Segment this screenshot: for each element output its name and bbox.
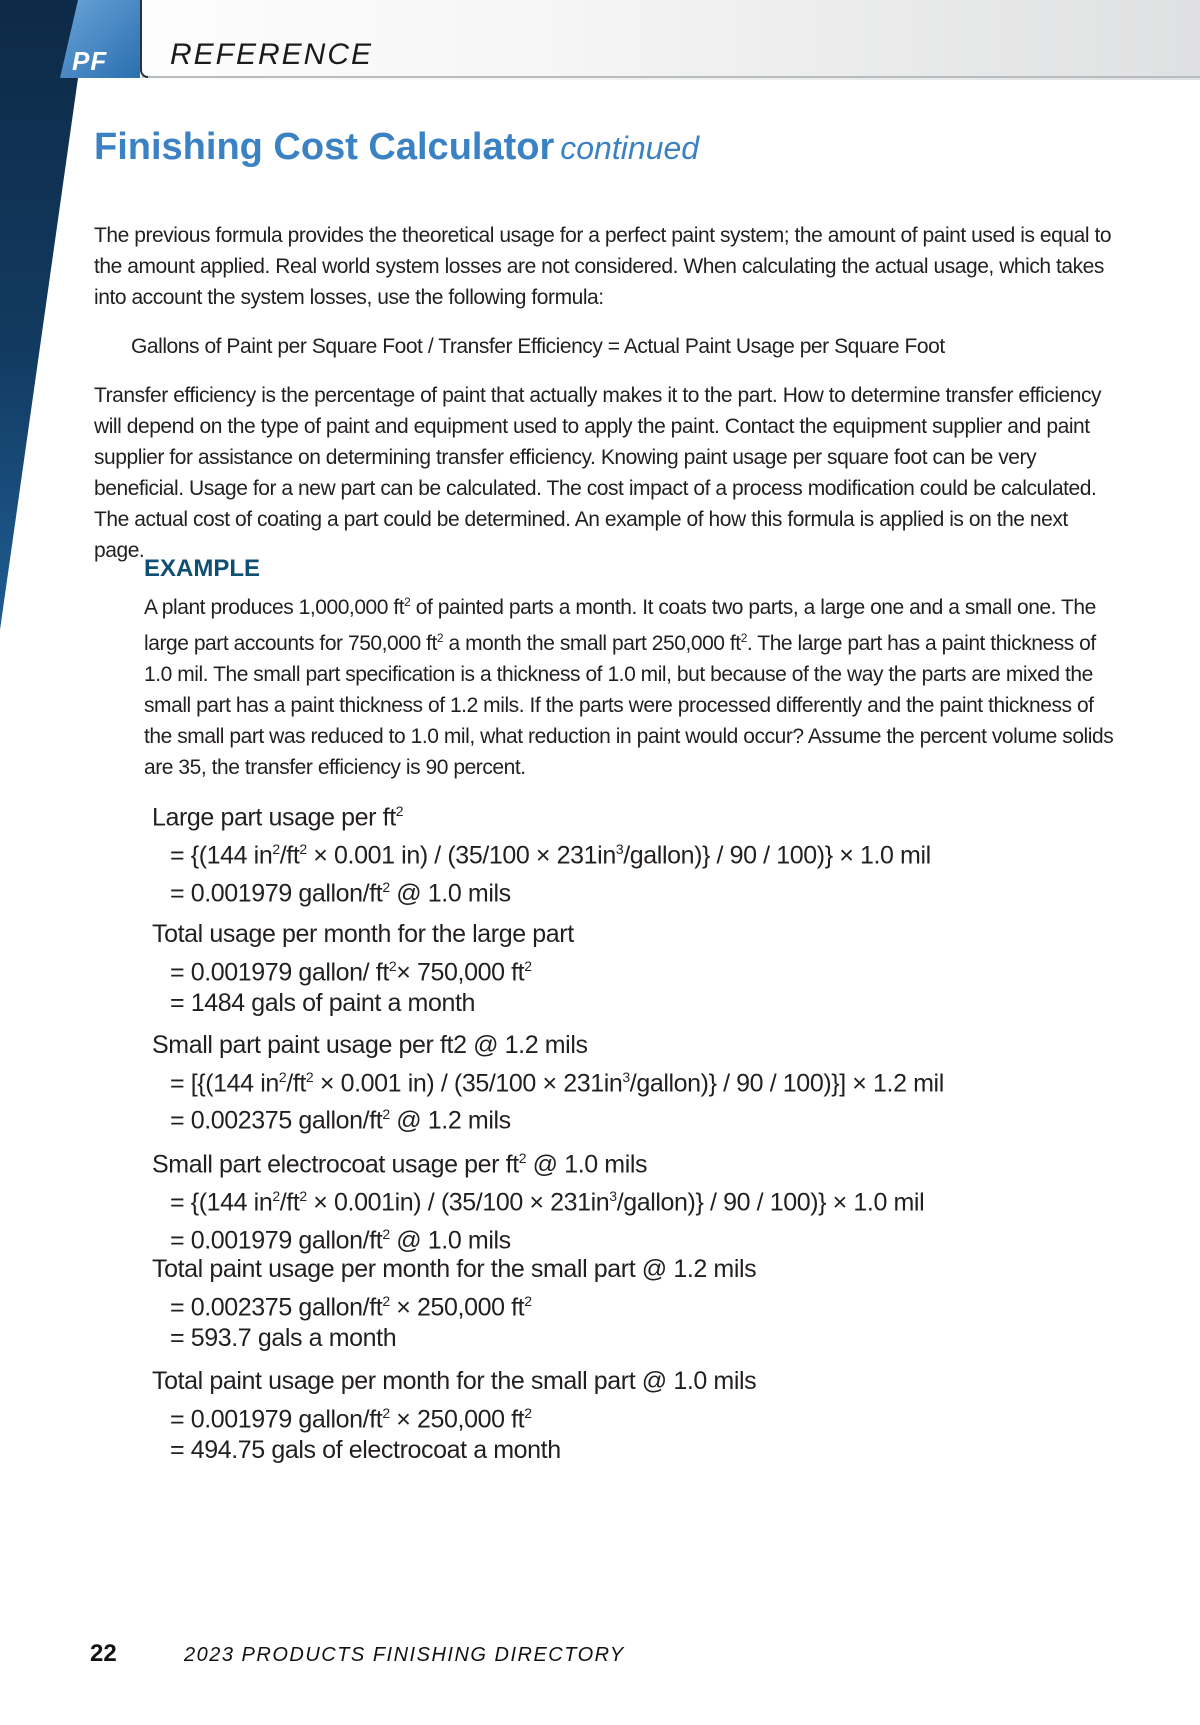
- header-rule: [142, 76, 1200, 78]
- calc-small-total-10: [152, 1366, 1152, 1467]
- calc-small-electrocoat-10: [152, 1143, 1152, 1256]
- usage-formula: Gallons of Paint per Square Foot / Transfer Efficiency = Actual Paint Usage per Square Foot: [131, 335, 945, 358]
- calc-result: = 593.7 gals a month: [170, 1324, 397, 1353]
- calc-step: = {(144 $in^2/ft^2 \times 0.001in) / (35/100$ × $231in^3/gallon)\} / 90 / 100)\} \times 1.0$ mil: [170, 1187, 925, 1217]
- calc-small-total-12: [152, 1254, 1152, 1355]
- calc-result: = 0.001979 gallon/$ft^2$ @ 1.0 mils: [170, 878, 511, 907]
- calc-small-usage-12: [152, 1030, 1152, 1137]
- calc-result: = 1484 gals of paint a month: [170, 989, 475, 1018]
- calc-large-total: [152, 919, 1152, 1020]
- calc-result: = 0.001979 gallon/$ft^2$ @ 1.0 mils: [170, 1225, 511, 1254]
- intro-paragraph: The previous formula provides the theoretical usage for a perfect paint system; the amount of paint used is equal to the amount applied. Real world system losses are not considered. When calculating the actual usage, which takes into account the system losses, use the following formula:: [94, 224, 1112, 309]
- calc-large-usage: [152, 796, 1152, 909]
- calc-step: = 0.001979 gallon/ $ft^2\times 750,000$ $ft^2$: [170, 957, 532, 986]
- page-title: [94, 126, 699, 169]
- calc-title: Total usage per month for the large part: [152, 920, 574, 948]
- pf-logo: PF: [72, 46, 108, 76]
- calc-step: = 0.001979 gallon/$ft^2 \times 250,000$ $ft^2$: [170, 1404, 532, 1433]
- calc-title: Large part usage per $ft^2$: [152, 803, 404, 832]
- page-title-main: Finishing Cost Calculator: [94, 126, 555, 168]
- calc-title: Total paint usage per month for the small part @ 1.2 mils: [152, 1255, 757, 1283]
- calc-title: Small part paint usage per ft2 @ 1.2 mils: [152, 1031, 588, 1059]
- header-bracket: [140, 0, 148, 78]
- transfer-efficiency-paragraph: Transfer efficiency is the percentage of paint that actually makes it to the part. How to determine transfer efficiency will depend on the type of paint and equipment used to apply the paint. Contact the equipment supplier and paint supplier for assistance on determining transfer efficiency. Knowing paint usage per square foot can be very beneficial. Usage for a new part can be calculated. The cost impact of a process modification could be calculated. The actual cost of coating a part could be determined. An example of how this formula is applied is on the next page.: [94, 384, 1102, 562]
- publication-title: 2023 PRODUCTS FINISHING DIRECTORY: [184, 1644, 625, 1666]
- calc-step: = [{(144 $in^2/ft^2 \times 0.001$ $in) / (35/100 \times 231in^3/gallon)\} / 90 / 100)\}] \times 1.2$ mil: [170, 1068, 944, 1097]
- page-number: 22: [90, 1640, 117, 1667]
- calc-result: = 0.002375 gallon/$ft^2$ @ 1.2 mils: [170, 1106, 511, 1135]
- calc-title: Small part electrocoat usage per $ft^2$ @ 1.0 mils: [152, 1150, 648, 1179]
- section-label: REFERENCE: [170, 38, 374, 71]
- example-paragraph: A plant produces 1,000,000 $ft^2$ of painted parts a month. It coats two parts, a large one and a small one. The large part accounts for 750,000 $ft^2$ a month the small part 250,000 $ft^2$. The large part has a paint thickness of 1.0 mil. The small part specification is a thickness of 1.0 mil, but because of the way the parts are mixed the small part has a paint thickness of 1.2 mils. If the parts were processed differently and the paint thickness of the small part was reduced to 1.0 mil, what reduction in paint would occur? Assume the percent volume solids are 35, the transfer efficiency is 90 percent.: [144, 595, 1114, 779]
- page-title-suffix: continued: [560, 130, 700, 166]
- example-heading: EXAMPLE: [144, 555, 261, 582]
- calc-title: Total paint usage per month for the small part @ 1.0 mils: [152, 1367, 757, 1395]
- calc-step: = 0.002375 gallon/$ft^2 \times 250,000$ $ft^2$: [170, 1292, 532, 1321]
- calc-step: = {(144 $in^2/ft^2 \times 0.001$ $in) / (35/100 \times 231in^3/gallon)\} / 90 / 100)\} \times 1.0$ mil: [170, 840, 931, 870]
- calc-result: = 494.75 gals of electrocoat a month: [170, 1436, 561, 1465]
